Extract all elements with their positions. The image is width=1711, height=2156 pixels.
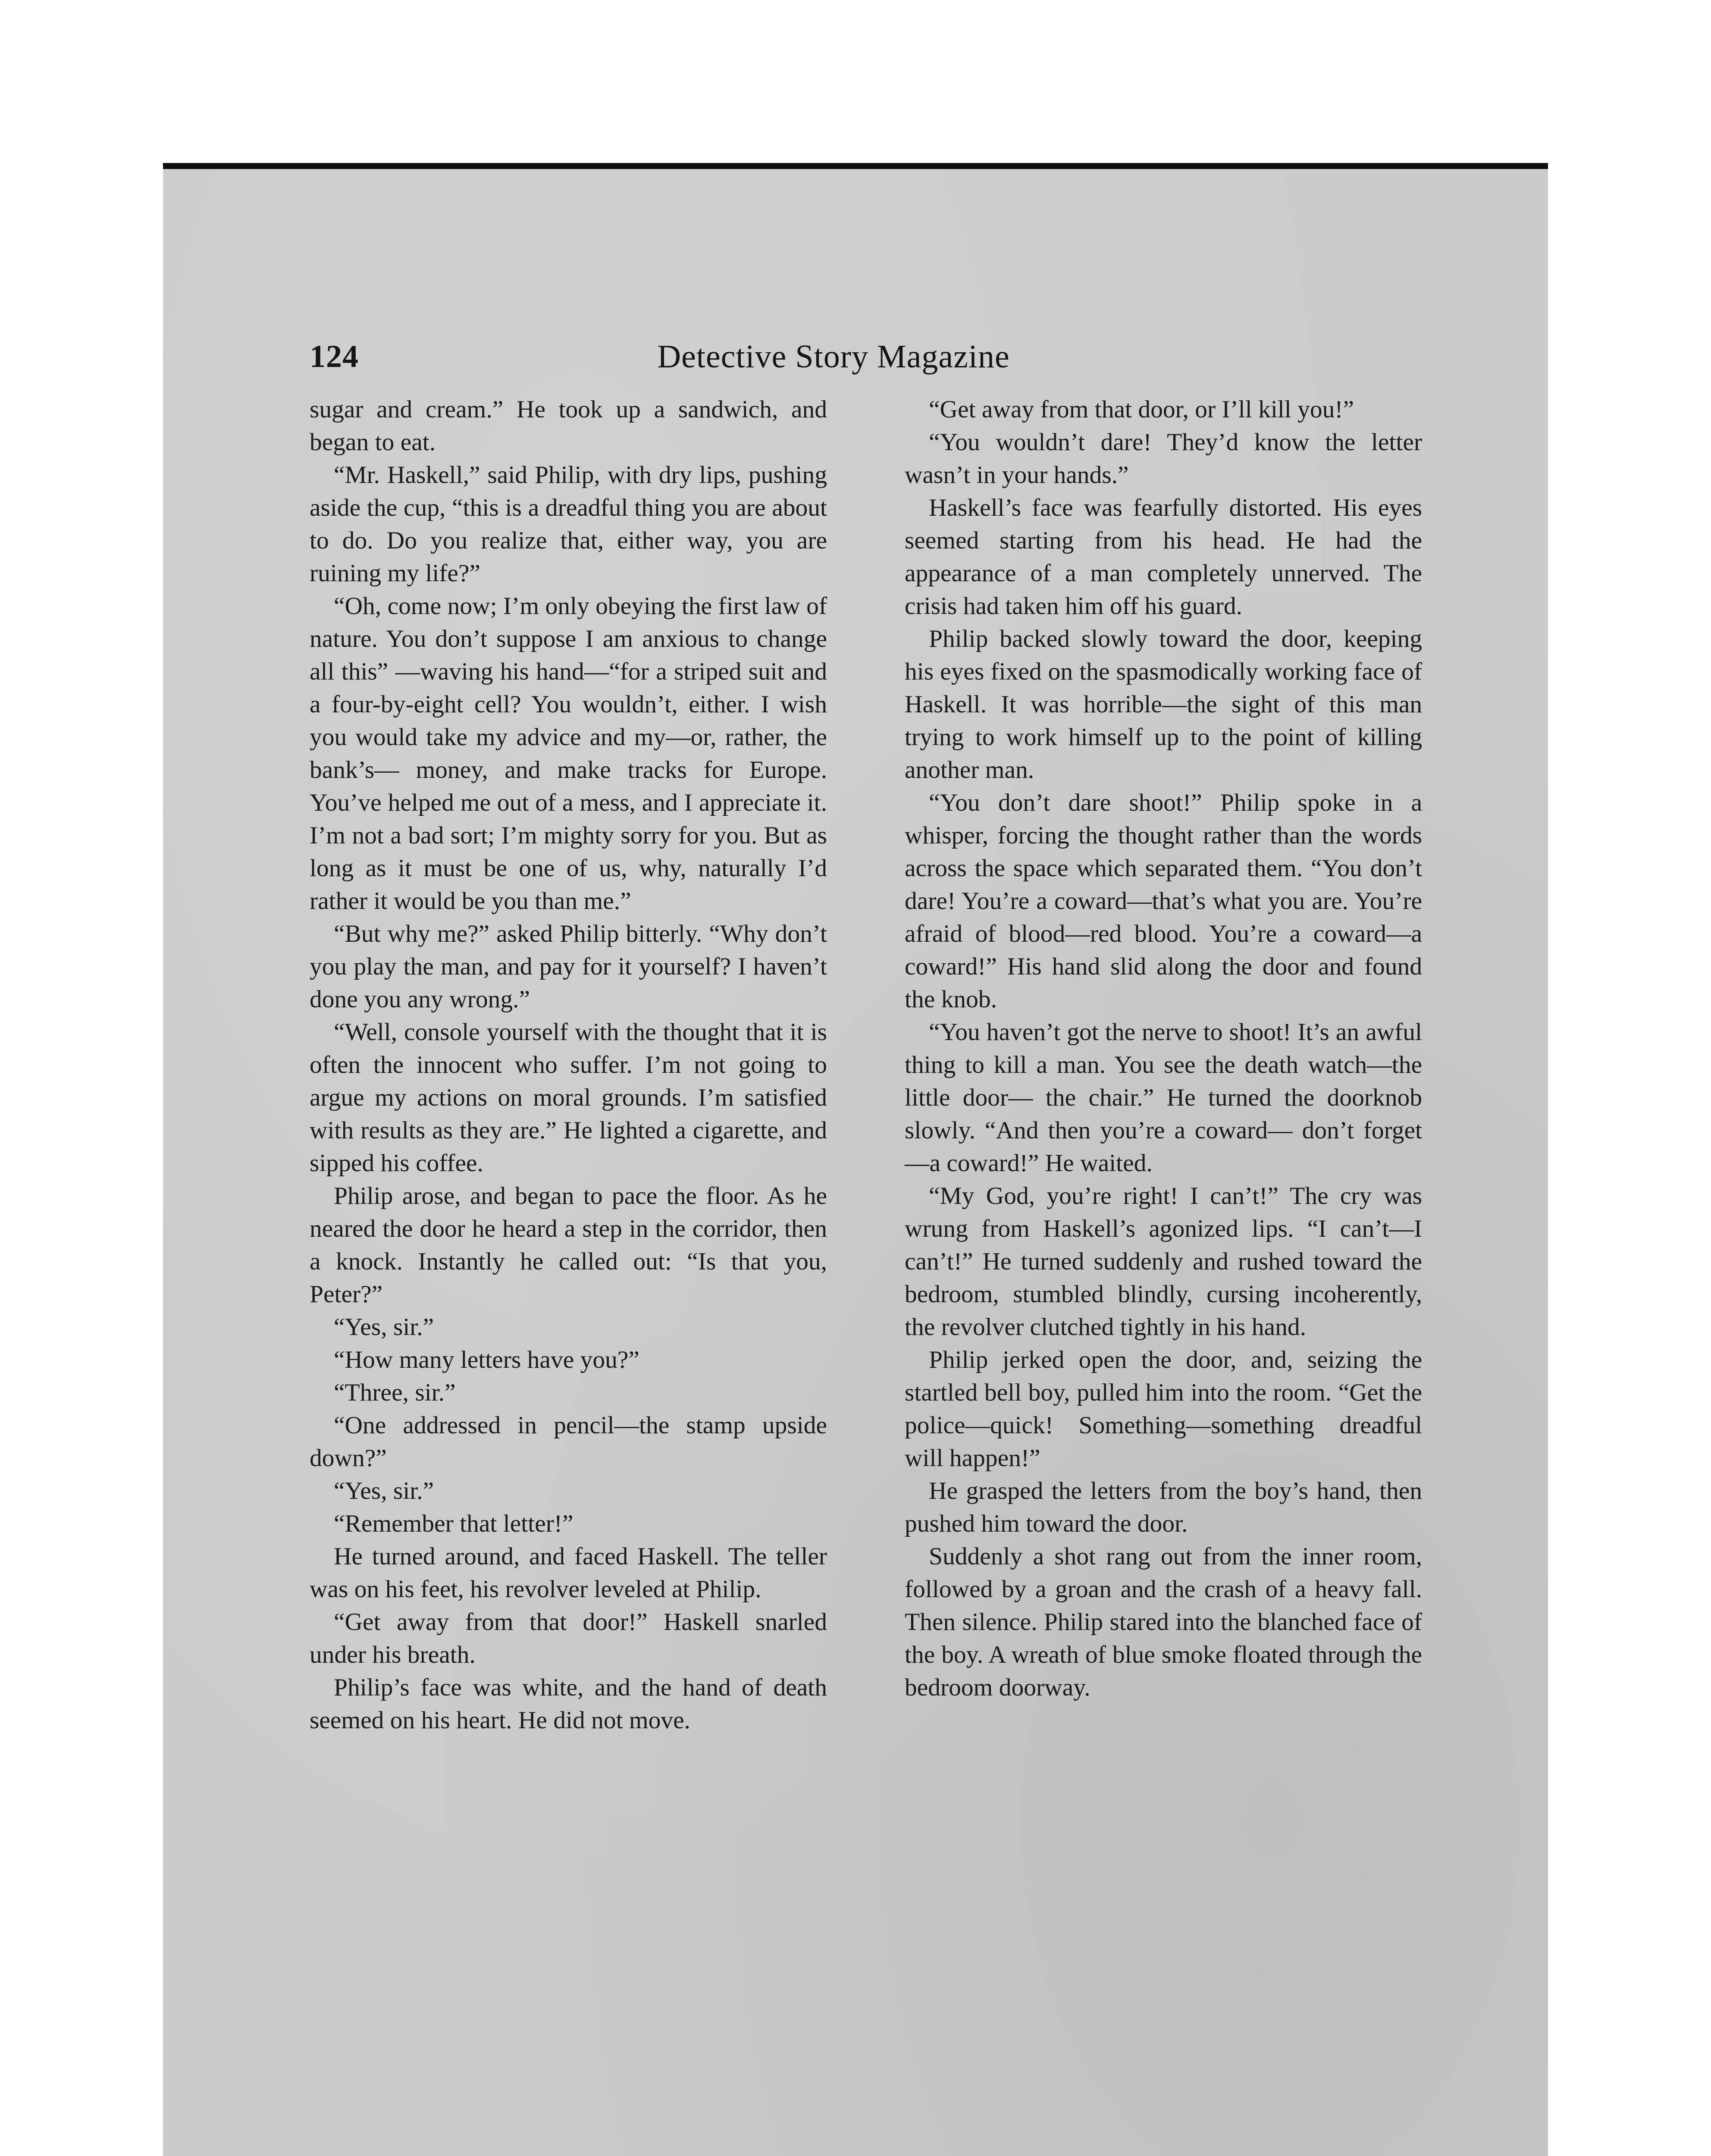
paragraph: “Oh, come now; I’m only obeying the first law of nature. You don’t suppose I am anxious to change all this” —waving his hand—“for a striped suit and a four-by-eight cell? You wouldn’t, either. I wish you would take my advice and my—or, rather, the bank’s— money, and make tracks for Europe. You’ve helped me out of a mess, and I appreciate it. I’m not a bad sort; I’m mighty sorry for you. But as long as it must be one of us, why, naturally I’d rather it would be you than me.” xyxy=(310,592,827,915)
paragraph: Philip jerked open the door, and, seizing the startled bell boy, pulled him into the room. “Get the police—quick! Something—something dreadful will happen!” xyxy=(905,1346,1422,1472)
top-border-rule xyxy=(163,163,1548,169)
paragraph: “Three, sir.” xyxy=(334,1379,456,1406)
paragraph: sugar and cream.” He took up a sandwich, and began to eat. xyxy=(310,396,827,456)
page-scan xyxy=(163,169,1548,2156)
paragraph: Suddenly a shot rang out from the inner room, followed by a groan and the crash of a heavy fall. Then silence. Philip stared into the blanched face of the boy. A wreath of blue smoke floated through the bedroom doorway. xyxy=(905,1543,1422,1701)
paragraph: “Remember that letter!” xyxy=(334,1510,573,1537)
paragraph: “How many letters have you?” xyxy=(334,1346,639,1373)
paragraph: Philip’s face was white, and the hand of death seemed on his heart. He did not move. xyxy=(310,1674,827,1734)
paragraph: “But why me?” asked Philip bitterly. “Why don’t you play the man, and pay for it yourself? I haven’t done you any wrong.” xyxy=(310,920,827,1013)
paragraph: “One addressed in pencil—the stamp upside down?” xyxy=(310,1412,827,1472)
running-head: Detective Story Magazine xyxy=(657,338,1010,375)
paragraph: He grasped the letters from the boy’s hand, then pushed him toward the door. xyxy=(905,1477,1422,1537)
paragraph: He turned around, and faced Haskell. The teller was on his feet, his revolver leveled at Philip. xyxy=(310,1543,827,1603)
right-column xyxy=(905,393,1422,1704)
paragraph: Philip backed slowly toward the door, keeping his eyes fixed on the spasmodically working face of Haskell. It was horrible—the sight of this man trying to work himself up to the point of killing another man. xyxy=(905,625,1422,783)
page-number: 124 xyxy=(310,339,359,374)
paragraph: “Yes, sir.” xyxy=(334,1477,434,1504)
paragraph: “Get away from that door!” Haskell snarled under his breath. xyxy=(310,1608,827,1668)
paragraph: “My God, you’re right! I can’t!” The cry was wrung from Haskell’s agonized lips. “I can’t—I can’t!” He turned suddenly and rushed toward the bedroom, stumbled blindly, cursing incoherently, the revolver clutched tightly in his hand. xyxy=(905,1182,1422,1341)
paragraph: “Get away from that door, or I’ll kill you!” xyxy=(929,396,1354,423)
paragraph: Philip arose, and began to pace the floor. As he neared the door he heard a step in the corridor, then a knock. Instantly he called out: “Is that you, Peter?” xyxy=(310,1182,827,1308)
left-column xyxy=(310,393,827,1737)
paragraph: Haskell’s face was fearfully distorted. His eyes seemed starting from his head. He had the appearance of a man completely unnerved. The crisis had taken him off his guard. xyxy=(905,494,1422,620)
paragraph: “Well, console yourself with the thought that it is often the innocent who suffer. I’m not going to argue my actions on moral grounds. I’m satisfied with results as they are.” He lighted a cigarette, and sipped his coffee. xyxy=(310,1018,827,1177)
page-header xyxy=(310,333,1357,380)
paragraph: “Mr. Haskell,” said Philip, with dry lips, pushing aside the cup, “this is a dreadful thing you are about to do. Do you realize that, either way, you are ruining my life?” xyxy=(310,461,827,587)
paragraph: “You haven’t got the nerve to shoot! It’s an awful thing to kill a man. You see the death watch—the little door— the chair.” He turned the doorknob slowly. “And then you’re a coward— don’t forget—a coward!” He waited. xyxy=(905,1018,1422,1177)
paragraph: “You don’t dare shoot!” Philip spoke in a whisper, forcing the thought rather than the words across the space which separated them. “You don’t dare! You’re a coward—that’s what you are. You’re afraid of blood—red blood. You’re a coward—a coward!” His hand slid along the door and found the knob. xyxy=(905,789,1422,1013)
paragraph: “You wouldn’t dare! They’d know the letter wasn’t in your hands.” xyxy=(905,429,1422,489)
paragraph: “Yes, sir.” xyxy=(334,1313,434,1341)
